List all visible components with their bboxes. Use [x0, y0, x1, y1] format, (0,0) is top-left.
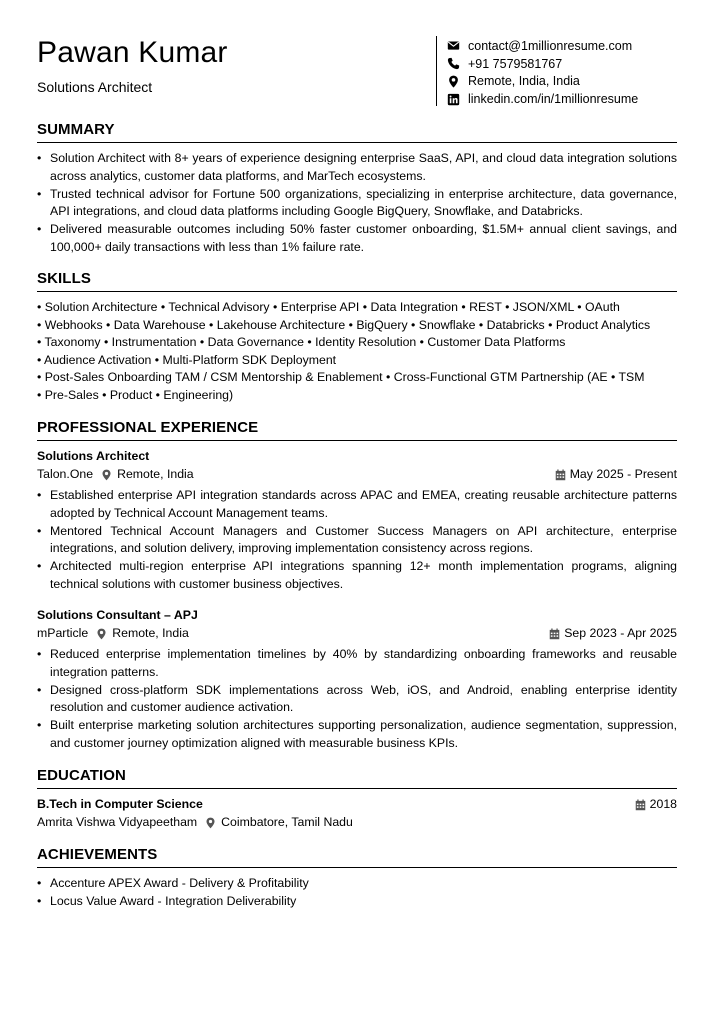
linkedin-icon	[446, 92, 460, 106]
education-rule	[37, 788, 677, 789]
summary-rule	[37, 142, 677, 143]
job-location: Remote, India	[117, 467, 194, 481]
achievements-list	[37, 875, 677, 911]
achievements-heading: ACHIEVEMENTS	[37, 846, 158, 863]
job-meta	[37, 625, 677, 642]
summary-list	[37, 150, 677, 257]
contact-phone-text: +91 7579581767	[468, 56, 563, 71]
calendar-icon	[555, 469, 567, 481]
experience-heading: PROFESSIONAL EXPERIENCE	[37, 419, 259, 436]
summary-item: • Delivered measurable outcomes including 50% faster customer onboarding, $1.5M+ annual client savings, and 100,000+ daily transactions with less than 1% failure rate.	[37, 221, 677, 257]
achievement-item: • Accenture APEX Award - Delivery & Profitability	[37, 875, 677, 893]
job-company: mParticle	[37, 626, 89, 640]
achievement-item: • Locus Value Award - Integration Deliverability	[37, 893, 677, 911]
job-title: Solutions Architect	[37, 449, 150, 463]
contact-phone[interactable]	[446, 55, 638, 73]
job-bullets	[37, 646, 677, 753]
skills-line: • Post-Sales Onboarding TAM / CSM Mentorship & Enablement • Cross-Functional GTM Partnership (AE • TSM	[37, 370, 645, 385]
job-bullet: • Built enterprise marketing solution architectures supporting personalization, audience segmentation, suppression, and customer journey optimization aligned with measurable business KPIs.	[37, 717, 677, 753]
job-bullet: • Established enterprise API integration standards across APAC and EMEA, creating reusable architecture patterns adopted by Technical Account Management teams.	[37, 487, 677, 523]
skills-line: • Webhooks • Data Warehouse • Lakehouse Architecture • BigQuery • Snowflake • Databricks • Product Analytics	[37, 317, 651, 332]
candidate-name: Pawan Kumar	[37, 36, 228, 69]
education-header	[37, 796, 677, 813]
job-bullet: • Designed cross-platform SDK implementations across Web, iOS, and Android, enabling enterprise identity resolution and customer audience activation.	[37, 682, 677, 718]
job-meta	[37, 466, 677, 483]
job-bullet: • Reduced enterprise implementation timelines by 40% by standardizing onboarding frameworks and reusable integration patterns.	[37, 646, 677, 682]
contact-list	[446, 37, 638, 108]
location-pin-icon	[96, 628, 108, 640]
summary-item: • Trusted technical advisor for Fortune 500 organizations, specializing in enterprise architecture, data governance, API integrations, and cloud data platforms including Google BigQuery, Snowflake, and Databricks.	[37, 186, 677, 222]
skills-line: • Solution Architecture • Technical Advisory • Enterprise API • Data Integration • REST • JSON/XML • OAuth	[37, 300, 620, 314]
job-title: Solutions Consultant – APJ	[37, 608, 198, 622]
location-icon	[446, 74, 460, 88]
education-heading: EDUCATION	[37, 767, 126, 784]
candidate-title: Solutions Architect	[37, 79, 153, 95]
education-year: 2018	[649, 797, 677, 811]
contact-email-text: contact@1millionresume.com	[468, 38, 633, 53]
summary-heading: SUMMARY	[37, 121, 115, 138]
education-school: Amrita Vishwa Vidyapeetham	[37, 815, 198, 829]
skills-rule	[37, 291, 677, 292]
experience-rule	[37, 440, 677, 441]
job-company: Talon.One	[37, 467, 94, 481]
location-pin-icon	[101, 469, 113, 481]
skills-line: • Pre-Sales • Product • Engineering)	[37, 387, 234, 402]
phone-icon	[446, 57, 460, 71]
achievements-rule	[37, 867, 677, 868]
contact-location-text: Remote, India, India	[468, 74, 580, 89]
contact-linkedin[interactable]	[446, 90, 638, 108]
job-bullet: • Architected multi-region enterprise API integrations spanning 12+ month implementation programs, aligning technical solutions with customer business objectives.	[37, 558, 677, 594]
contact-divider	[436, 36, 437, 106]
job-bullet: • Mentored Technical Account Managers and Customer Success Managers on API architecture, enterprise integrations, and solution delivery, improving implementation consistency across regions.	[37, 523, 677, 559]
job-dates: May 2025 - Present	[569, 467, 677, 481]
job-dates: Sep 2023 - Apr 2025	[564, 626, 677, 640]
email-icon	[446, 39, 460, 53]
skills-heading: SKILLS	[37, 270, 91, 287]
contact-email[interactable]	[446, 37, 638, 55]
skills-list	[37, 299, 677, 405]
job-bullets	[37, 487, 677, 594]
summary-item: • Solution Architect with 8+ years of experience designing enterprise SaaS, API, and cloud data integration solutions across analytics, customer data platforms, and MarTech ecosystems.	[37, 150, 677, 186]
contact-location	[446, 73, 638, 91]
location-pin-icon	[205, 817, 217, 829]
skills-line: • Taxonomy • Instrumentation • Data Governance • Identity Resolution • Customer Data Platforms	[37, 335, 566, 350]
education-degree: B.Tech in Computer Science	[37, 797, 203, 811]
skills-line: • Audience Activation • Multi-Platform SDK Deployment	[37, 352, 337, 367]
contact-linkedin-text: linkedin.com/in/1millionresume	[468, 92, 639, 107]
calendar-icon	[635, 799, 647, 811]
job-location: Remote, India	[112, 626, 189, 640]
education-location: Coimbatore, Tamil Nadu	[221, 815, 353, 829]
education-meta	[37, 814, 677, 831]
calendar-icon	[549, 628, 561, 640]
